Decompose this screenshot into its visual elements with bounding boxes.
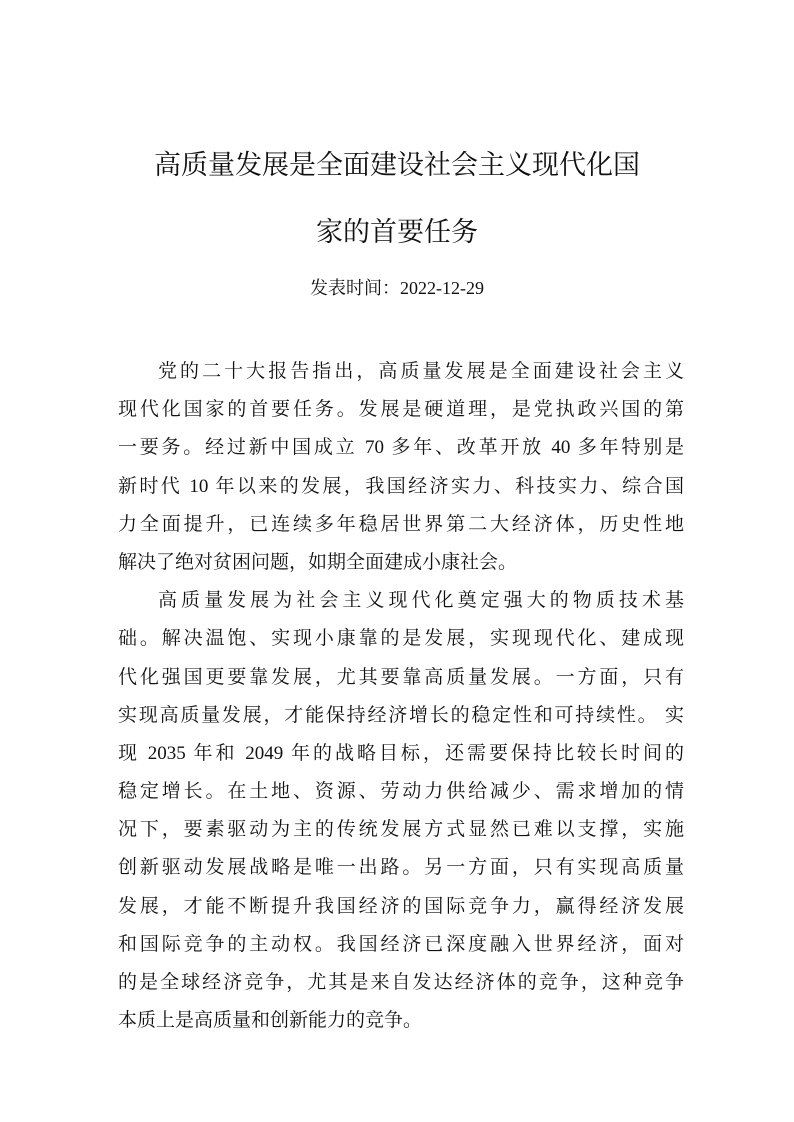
- paragraph-line: 况下，要素驱动为主的传统发展方式显然已难以支撑，实施: [118, 819, 684, 841]
- paragraph-line: 现代化国家的首要任务。发展是硬道理，是党执政兴国的第: [118, 399, 684, 421]
- publish-date: 发表时间：2022-12-29: [310, 278, 484, 298]
- paragraph-line: 创新驱动发展战略是唯一出路。另一方面，只有实现高质量: [118, 857, 684, 879]
- paragraph-line: 的是全球经济竞争，尤其是来自发达经济体的竞争，这种竞争: [118, 972, 684, 993]
- paragraph-line: 力全面提升，已连续多年稳居世界第二大经济体，历史性地: [118, 513, 684, 535]
- paragraph-line: 党的二十大报告指出，高质量发展是全面建设社会主义: [158, 361, 684, 382]
- paragraph-line: 发展，才能不断提升我国经济的国际竞争力，赢得经济发展: [118, 895, 684, 917]
- paragraph-line: 础。解决温饱、实现小康靠的是发展，实现现代化、建成现: [118, 628, 684, 650]
- paragraph-line: 一要务。经过新中国成立 70 多年、改革开放 40 多年特别是: [118, 437, 684, 459]
- paragraph-line: 解决了绝对贫困问题，如期全面建成小康社会。: [118, 551, 518, 573]
- paragraph-line: 稳定增长。在土地、资源、劳动力供给减少、需求增加的情: [118, 781, 684, 803]
- paragraph-line: 本质上是高质量和创新能力的竞争。: [118, 1010, 423, 1032]
- paragraph-line: 代化强国更要靠发展，尤其要靠高质量发展。一方面，只有: [118, 666, 684, 688]
- paragraph-line: 现 2035 年和 2049 年的战略目标，还需要保持比较长时间的: [118, 742, 684, 764]
- paragraph-line: 新时代 10 年以来的发展，我国经济实力、科技实力、综合国: [118, 475, 684, 497]
- paragraph-line: 高质量发展为社会主义现代化奠定强大的物质技术基: [158, 590, 684, 612]
- paragraph: [118, 582, 684, 1040]
- paragraph: [118, 353, 684, 582]
- paragraph-line: 和国际竞争的主动权。我国经济已深度融入世界经济，面对: [118, 933, 684, 955]
- paragraph-line: 实现高质量发展，才能保持经济增长的稳定性和可持续性。 实: [118, 704, 684, 726]
- article-body: [118, 353, 684, 1040]
- document-title-line-1: 高质量发展是全面建设社会主义现代化国: [154, 150, 640, 180]
- document-title-line-2: 家的首要任务: [316, 217, 478, 247]
